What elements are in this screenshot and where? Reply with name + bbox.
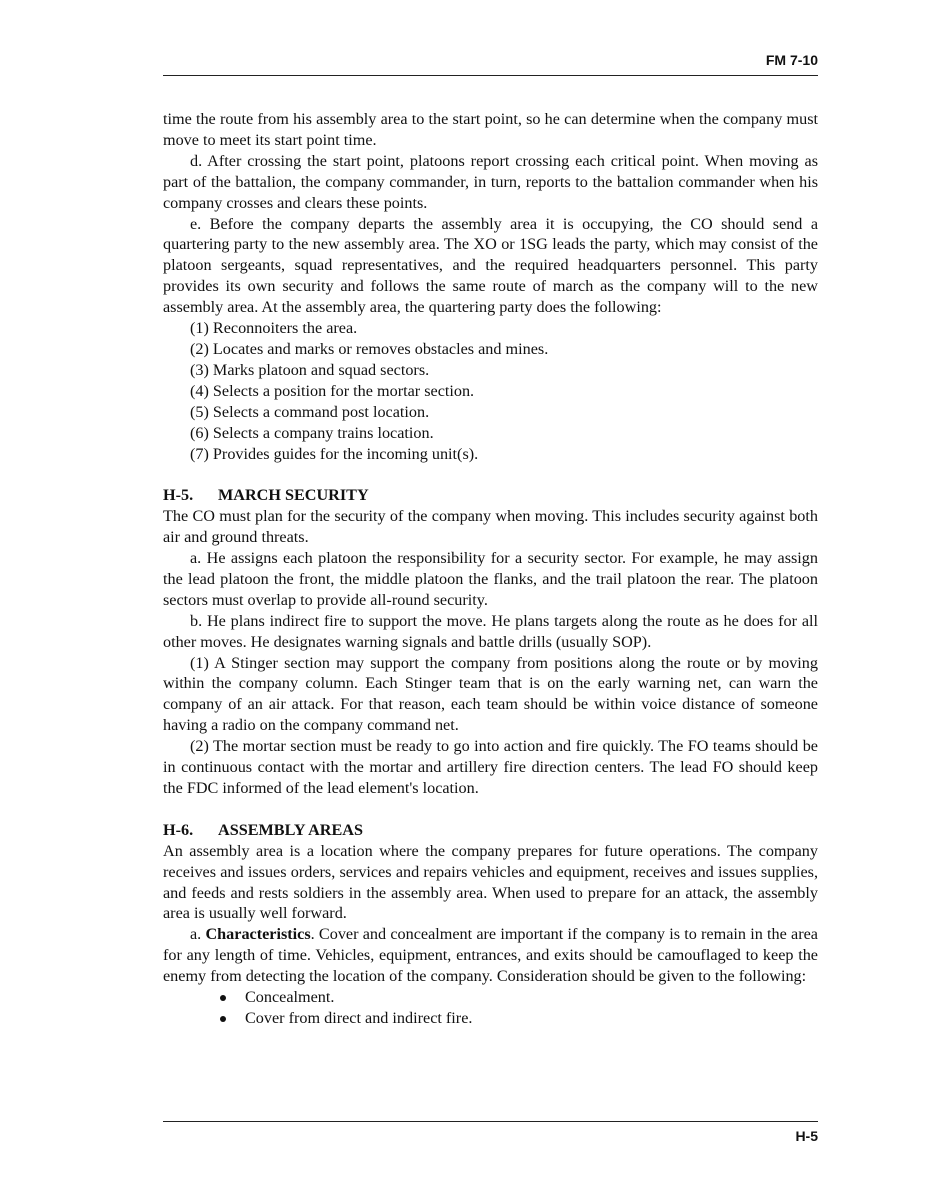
h6-a-text: . Cover and concealment are important if the company is to remain in the area for any length of time. Vehicles, equipment, entrances, and exits should be camouflaged to keep the enemy from detecting the location of the company. Consideration should be given to the following:: [163, 925, 818, 986]
section-heading-h6: [163, 820, 818, 841]
h5-paragraph-b: b. He plans indirect fire to support the move. He plans targets along the route as he does for all other moves. He designates warning signals and battle drills (usually SOP).: [163, 611, 818, 651]
bullet-list: [163, 987, 818, 1029]
list-item: (6) Selects a company trains location.: [190, 423, 434, 442]
paragraph-e: e. Before the company departs the assembly area it is occupying, the CO should send a quartering party to the new assembly area. The XO or 1SG leads the party, which may consist of the platoon sergeants, squad representatives, and the required headquarters personnel. This party provides its own security and follows the same route of march as the company will to the new assembly area. At the assembly area, the quartering party does the following:: [163, 214, 818, 317]
bullet-item: [163, 1008, 818, 1029]
list-item: (7) Provides guides for the incoming unit(s).: [190, 444, 479, 463]
paragraph-d: d. After crossing the start point, platoons report crossing each critical point. When moving as part of the battalion, the company commander, in turn, reports to the battalion commander when his company crosses and clears these points.: [163, 151, 818, 212]
h6-a-term: Characteristics: [205, 925, 311, 944]
h5-paragraph-b1: (1) A Stinger section may support the company from positions along the route or by moving within the company column. Each Stinger team that is on the early warning net, can warn the company of an air attack. For that reason, each team should be within voice distance of someone having a radio on the company command net.: [163, 653, 818, 735]
h5-paragraph-a: a. He assigns each platoon the responsibility for a security sector. For example, he may assign the lead platoon the front, the middle platoon the flanks, and the trail platoon the rear. The platoon sectors must overlap to provide all-round security.: [163, 549, 818, 609]
page-body: [163, 109, 818, 1029]
list-item: (3) Marks platoon and squad sectors.: [190, 360, 430, 379]
section-title: ASSEMBLY AREAS: [218, 820, 363, 839]
header-rule: [163, 75, 818, 76]
section-heading-h5: [163, 485, 818, 506]
page-header-label: FM 7-10: [765, 52, 818, 68]
list-item: (5) Selects a command post location.: [190, 402, 430, 421]
list-item: (2) Locates and marks or removes obstacles and mines.: [190, 339, 549, 358]
section-number: H-5.: [163, 486, 194, 505]
h6-intro: An assembly area is a location where the company prepares for future operations. The company receives and issues orders, services and repairs vehicles and equipment, receives and issues supplies, and feeds and rests soldiers in the assembly area. When used to prepare for an attack, the assembly area is usually well forward.: [163, 841, 818, 923]
h6-paragraph-a: [163, 924, 818, 987]
bullet-icon: [220, 1016, 226, 1022]
h6-a-prefix: a.: [190, 925, 206, 944]
h5-paragraph-b2: (2) The mortar section must be ready to go into action and fire quickly. The FO teams should be in continuous contact with the mortar and artillery fire direction centers. The lead FO should keep the FDC informed of the lead element's location.: [163, 737, 818, 797]
bullet-text: Cover from direct and indirect fire.: [245, 1008, 473, 1027]
list-item: (1) Reconnoiters the area.: [190, 319, 358, 338]
bullet-icon: [220, 995, 226, 1001]
h5-intro: The CO must plan for the security of the company when moving. This includes security against both air and ground threats.: [163, 507, 818, 547]
paragraph-intro: time the route from his assembly area to the start point, so he can determine when the company must move to meet its start point time.: [163, 110, 818, 149]
bullet-text: Concealment.: [245, 988, 335, 1007]
section-number: H-6.: [163, 820, 194, 839]
footer-rule: [163, 1121, 818, 1122]
list-item: (4) Selects a position for the mortar section.: [190, 381, 475, 400]
page-number: H-5: [795, 1128, 818, 1144]
section-title: MARCH SECURITY: [218, 486, 369, 505]
bullet-item: [163, 987, 818, 1008]
